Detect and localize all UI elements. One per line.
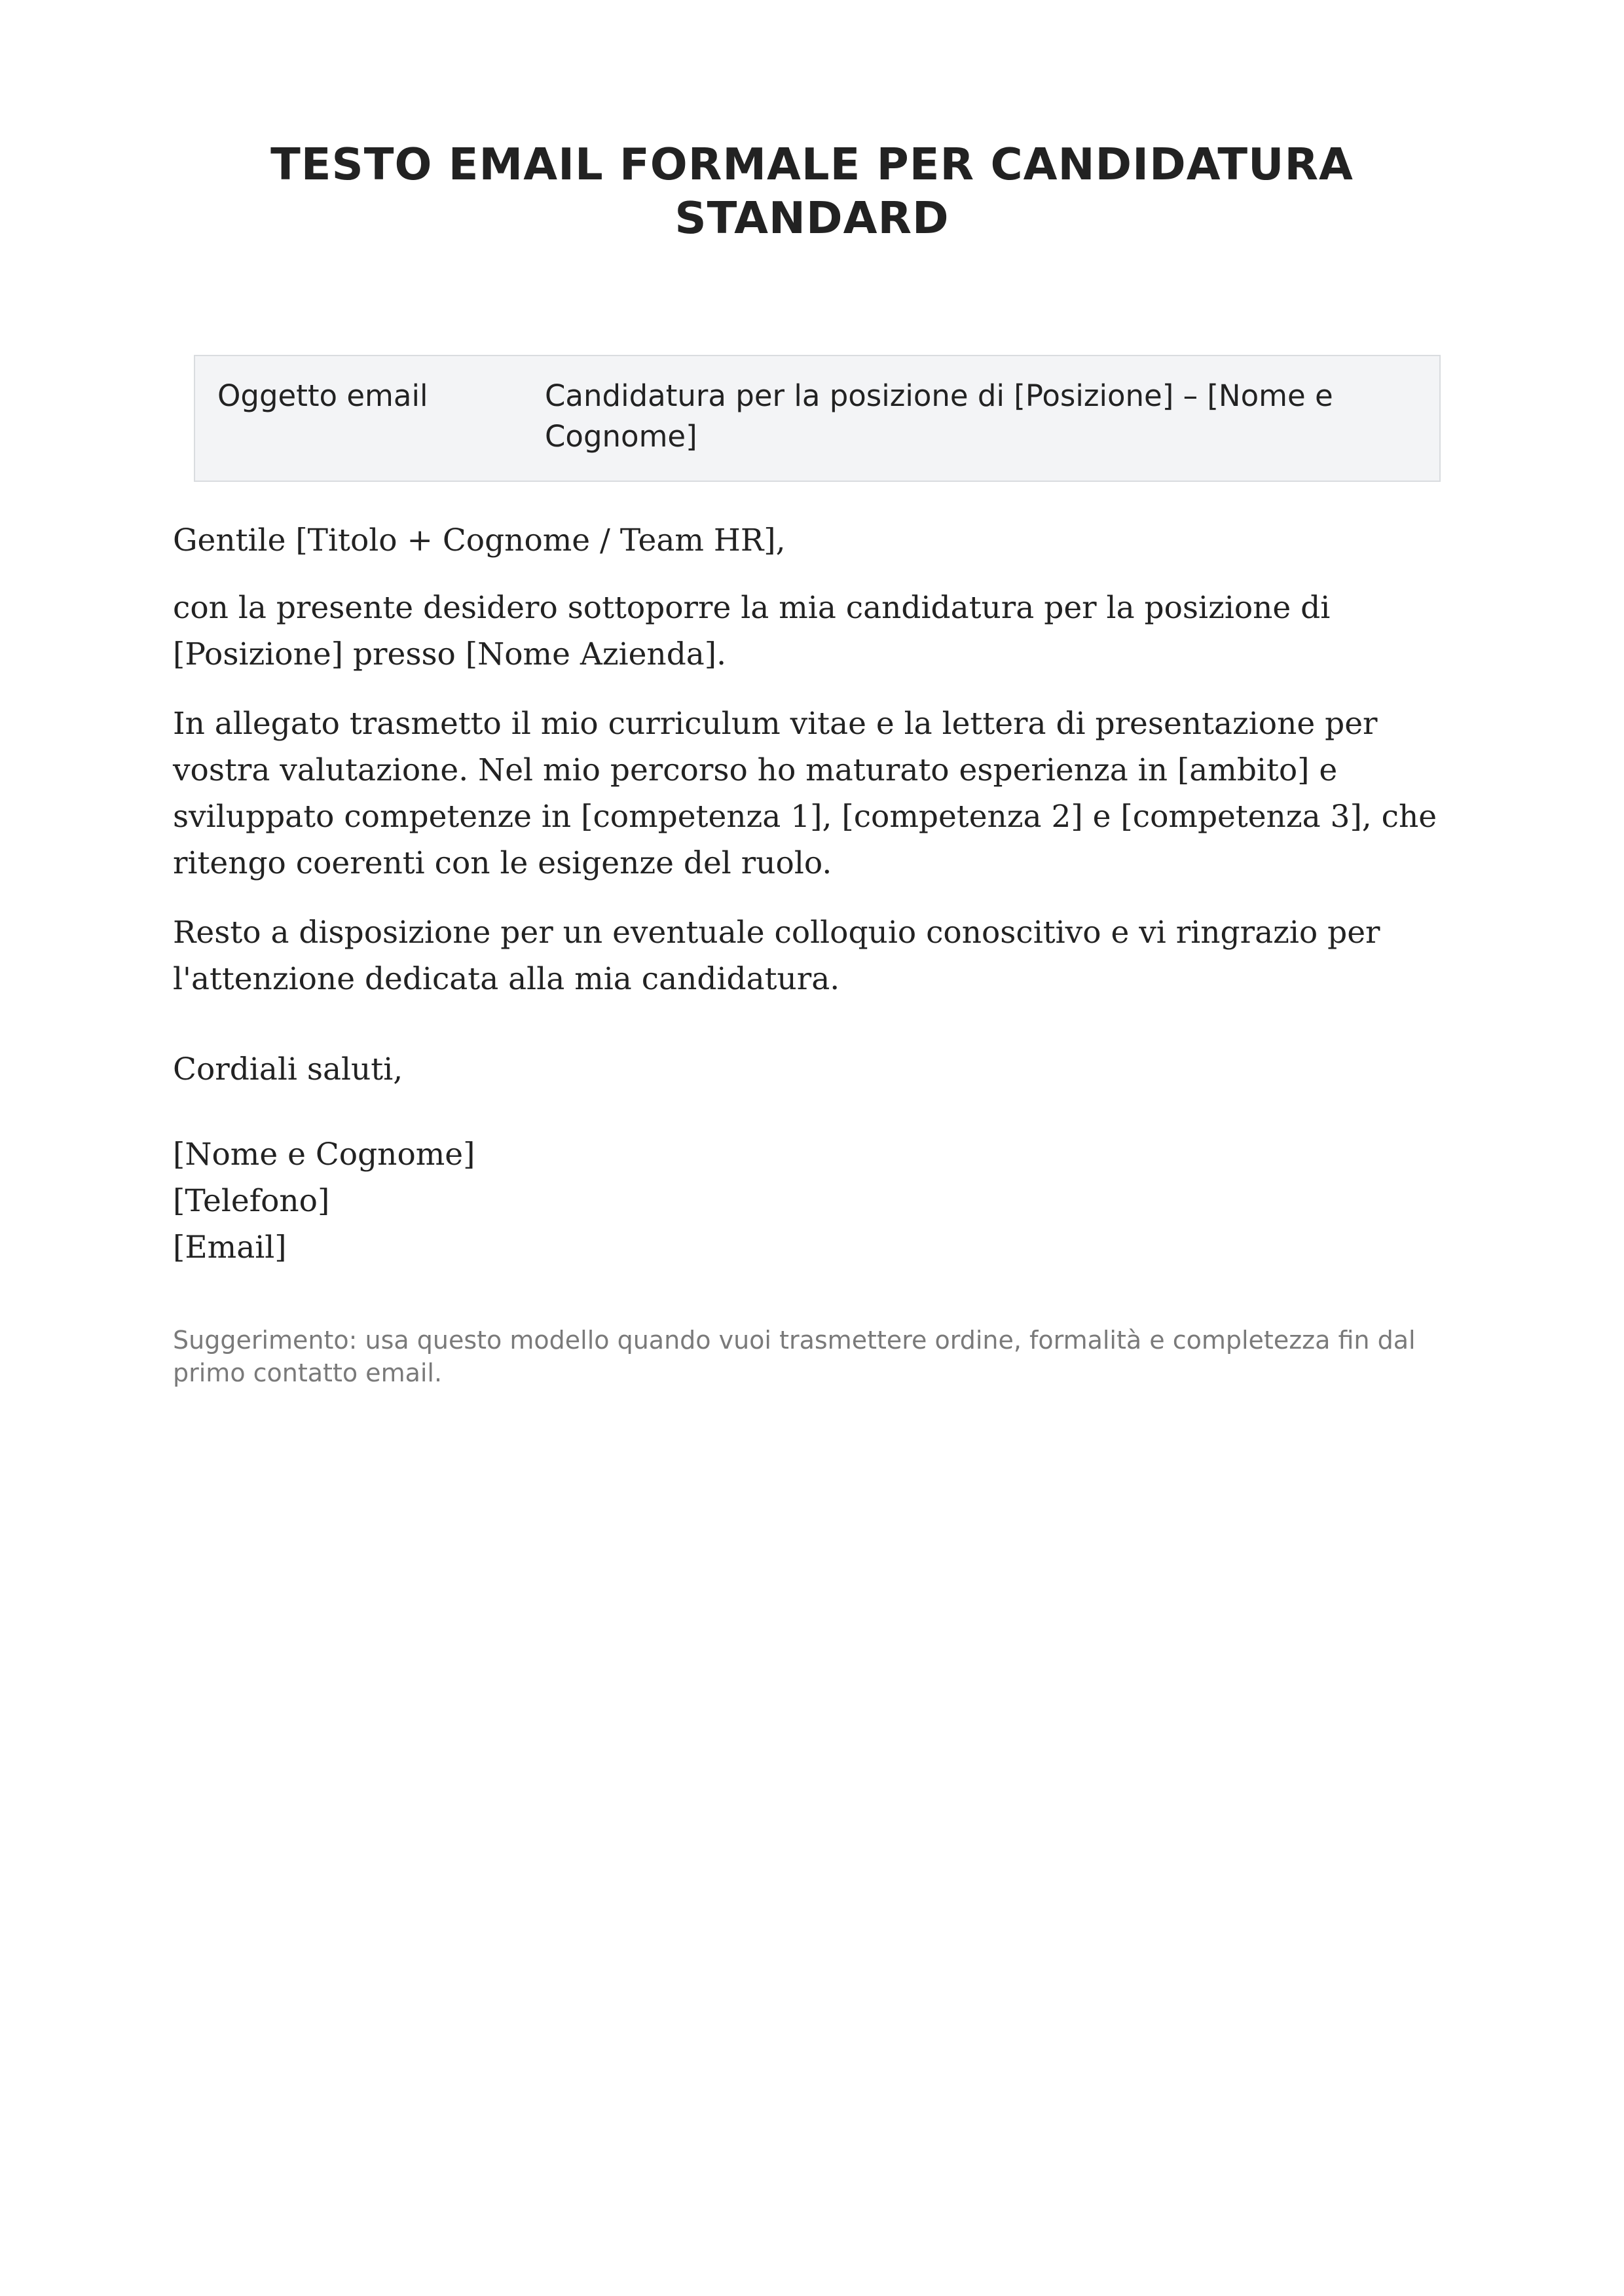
usage-hint: Suggerimento: usa questo modello quando vuoi trasmettere ordine, formalità e completezza fin dal primo contatto email. — [173, 1326, 1416, 1387]
email-paragraph-intro: con la presente desidero sottoporre la mia candidatura per la posizione di [Posizione] presso [Nome Azienda]. — [173, 590, 1331, 672]
email-signature — [173, 1131, 1483, 1271]
signature-email: [Email] — [173, 1230, 287, 1266]
email-paragraph-body: In allegato trasmetto il mio curriculum vitae e la lettera di presentazione per vostra valutazione. Nel mio percorso ho maturato esperienza in [ambito] e sviluppato competenze in [competenza 1], [competenza 2] e [competenza 3], che ritengo coerenti con le esigenze del ruolo. — [173, 706, 1437, 881]
subject-value: Candidatura per la posizione di [Posizione] – [Nome e Cognome] — [545, 378, 1333, 454]
signature-name: [Nome e Cognome] — [173, 1137, 475, 1173]
signature-phone: [Telefono] — [173, 1183, 330, 1219]
email-subject-box — [194, 355, 1441, 482]
document-title: TESTO EMAIL FORMALE PER CANDIDATURA STANDARD — [270, 139, 1354, 244]
email-closing: Cordiali saluti, — [173, 1051, 403, 1087]
subject-label: Oggetto email — [217, 378, 428, 413]
email-paragraph-availability: Resto a disposizione per un eventuale colloquio conoscitivo e vi ringrazio per l'attenzione dedicata alla mia candidatura. — [173, 915, 1380, 997]
email-greeting: Gentile [Titolo + Cognome / Team HR], — [173, 522, 786, 558]
